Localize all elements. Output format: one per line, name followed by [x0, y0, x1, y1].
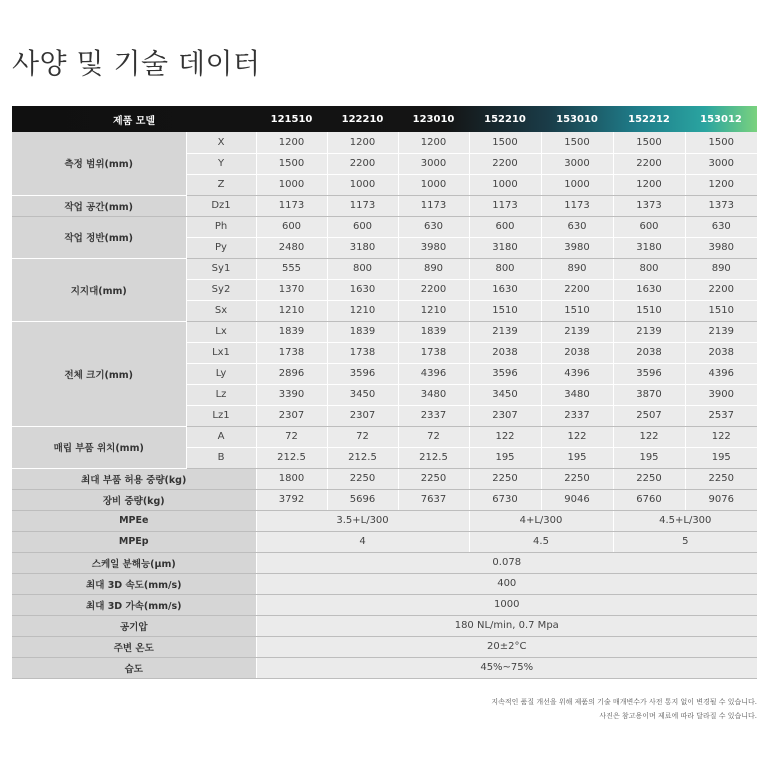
cell-value: 4396	[541, 363, 613, 384]
cell-value: 2038	[541, 342, 613, 363]
cell-value: 1200	[613, 174, 685, 195]
row-sub-label: Z	[186, 174, 256, 195]
cell-value: 2307	[469, 405, 541, 426]
table-row	[12, 657, 757, 678]
cell-value: 1200	[327, 132, 398, 153]
header-model: 122210	[341, 113, 384, 125]
row-category-label: 장비 중량(kg)	[12, 489, 256, 510]
cell-value: 2337	[541, 405, 613, 426]
cell-value: 45%~75%	[256, 657, 757, 678]
cell-value: 2250	[685, 468, 757, 489]
cell-value: 3792	[256, 489, 327, 510]
cell-value: 6730	[469, 489, 541, 510]
cell-value: 5	[613, 531, 757, 552]
cell-value: 2038	[469, 342, 541, 363]
cell-value: 3000	[685, 153, 757, 174]
row-category-label: 지지대(mm)	[12, 258, 186, 321]
row-category-label: MPEp	[12, 531, 256, 552]
cell-value: 3900	[685, 384, 757, 405]
cell-value: 1373	[613, 195, 685, 216]
cell-value: 212.5	[256, 447, 327, 468]
cell-value: 3180	[613, 237, 685, 258]
cell-value: 20±2°C	[256, 636, 757, 657]
row-sub-label: Ph	[186, 216, 256, 237]
table-row	[12, 594, 757, 615]
row-category-label: 최대 3D 가속(mm/s)	[12, 594, 256, 615]
header-row	[12, 106, 757, 132]
row-sub-label: Sy2	[186, 279, 256, 300]
cell-value: 2200	[398, 279, 469, 300]
cell-value: 1510	[685, 300, 757, 321]
cell-value: 72	[398, 426, 469, 447]
cell-value: 4.5+L/300	[613, 510, 757, 531]
header-model: 153010	[556, 113, 598, 125]
cell-value: 3596	[469, 363, 541, 384]
row-sub-label: Lx1	[186, 342, 256, 363]
row-category-label: 작업 정반(mm)	[12, 216, 186, 258]
cell-value: 4396	[685, 363, 757, 384]
cell-value: 1200	[398, 132, 469, 153]
cell-value: 630	[541, 216, 613, 237]
row-category-label: 주변 온도	[12, 636, 256, 657]
cell-value: 2038	[685, 342, 757, 363]
row-sub-label: X	[186, 132, 256, 153]
cell-value: 195	[541, 447, 613, 468]
cell-value: 1000	[256, 594, 757, 615]
cell-value: 3390	[256, 384, 327, 405]
row-category-label: 최대 부품 허용 중량(kg)	[12, 468, 256, 489]
header-model: 153012	[700, 113, 742, 125]
table-row	[12, 132, 757, 153]
header-model-label: 제품 모델	[112, 115, 156, 127]
cell-value: 2250	[469, 468, 541, 489]
cell-value: 72	[327, 426, 398, 447]
cell-value: 195	[613, 447, 685, 468]
table-row	[12, 258, 757, 279]
cell-value: 2507	[613, 405, 685, 426]
cell-value: 3000	[541, 153, 613, 174]
cell-value: 3980	[685, 237, 757, 258]
cell-value: 600	[613, 216, 685, 237]
row-sub-label: Sx	[186, 300, 256, 321]
cell-value: 4.5	[469, 531, 613, 552]
row-category-label: 작업 공간(mm)	[12, 195, 186, 216]
header-model: 152212	[628, 113, 670, 125]
cell-value: 7637	[398, 489, 469, 510]
cell-value: 1000	[469, 174, 541, 195]
cell-value: 195	[685, 447, 757, 468]
header-model: 121510	[270, 113, 313, 125]
cell-value: 2537	[685, 405, 757, 426]
cell-value: 2896	[256, 363, 327, 384]
cell-value: 1500	[685, 132, 757, 153]
cell-value: 3000	[398, 153, 469, 174]
cell-value: 9046	[541, 489, 613, 510]
cell-value: 2337	[398, 405, 469, 426]
footnote-spec-change: 지속적인 품질 개선을 위해 제품의 기술 매개변수가 사전 통지 없이 변경될 수 있습니다.	[491, 698, 757, 706]
cell-value: 1630	[327, 279, 398, 300]
cell-value: 3870	[613, 384, 685, 405]
row-sub-label: Lz1	[186, 405, 256, 426]
table-row	[12, 195, 757, 216]
table-row-mpep	[12, 531, 757, 552]
table-row	[12, 573, 757, 594]
cell-value: 1210	[256, 300, 327, 321]
cell-value: 195	[469, 447, 541, 468]
cell-value: 2200	[541, 279, 613, 300]
row-sub-label: Lz	[186, 384, 256, 405]
cell-value: 3596	[327, 363, 398, 384]
row-sub-label: Py	[186, 237, 256, 258]
cell-value: 3480	[398, 384, 469, 405]
cell-value: 3980	[398, 237, 469, 258]
table-row	[12, 468, 757, 489]
cell-value: 1500	[256, 153, 327, 174]
cell-value: 3180	[327, 237, 398, 258]
cell-value: 800	[613, 258, 685, 279]
cell-value: 2200	[613, 153, 685, 174]
cell-value: 400	[256, 573, 757, 594]
table-row	[12, 216, 757, 237]
cell-value: 122	[613, 426, 685, 447]
footnote-photo: 사진은 참고용이며 제료에 따라 달라질 수 있습니다.	[599, 712, 757, 720]
cell-value: 1500	[613, 132, 685, 153]
row-category-label: 매립 부품 위치(mm)	[12, 426, 186, 468]
cell-value: 1370	[256, 279, 327, 300]
table-row	[12, 321, 757, 342]
row-sub-label: Lx	[186, 321, 256, 342]
cell-value: 600	[327, 216, 398, 237]
cell-value: 1630	[613, 279, 685, 300]
cell-value: 800	[469, 258, 541, 279]
cell-value: 1173	[469, 195, 541, 216]
cell-value: 2038	[613, 342, 685, 363]
cell-value: 800	[327, 258, 398, 279]
cell-value: 122	[541, 426, 613, 447]
row-category-label: 전체 크기(mm)	[12, 321, 186, 426]
cell-value: 1173	[327, 195, 398, 216]
cell-value: 555	[256, 258, 327, 279]
cell-value: 890	[398, 258, 469, 279]
cell-value: 4	[256, 531, 469, 552]
row-category-label: 최대 3D 속도(mm/s)	[12, 573, 256, 594]
cell-value: 1738	[256, 342, 327, 363]
cell-value: 600	[469, 216, 541, 237]
cell-value: 2200	[685, 279, 757, 300]
row-category-label: 습도	[12, 657, 256, 678]
header-model: 123010	[412, 113, 455, 125]
table-row	[12, 615, 757, 636]
cell-value: 1738	[398, 342, 469, 363]
cell-value: 122	[469, 426, 541, 447]
cell-value: 1800	[256, 468, 327, 489]
cell-value: 2250	[398, 468, 469, 489]
cell-value: 1500	[541, 132, 613, 153]
cell-value: 2139	[469, 321, 541, 342]
row-category-label: MPEe	[12, 510, 256, 531]
cell-value: 72	[256, 426, 327, 447]
cell-value: 1200	[685, 174, 757, 195]
cell-value: 1173	[398, 195, 469, 216]
cell-value: 1000	[398, 174, 469, 195]
cell-value: 2139	[613, 321, 685, 342]
cell-value: 1510	[469, 300, 541, 321]
cell-value: 180 NL/min, 0.7 Mpa	[256, 615, 757, 636]
row-category-label: 스케일 분해능(μm)	[12, 552, 256, 573]
row-category-label: 측정 범위(mm)	[12, 132, 186, 195]
table-row-mpee	[12, 510, 757, 531]
cell-value: 2200	[327, 153, 398, 174]
cell-value: 1839	[256, 321, 327, 342]
row-sub-label: B	[186, 447, 256, 468]
cell-value: 1839	[327, 321, 398, 342]
cell-value: 1173	[256, 195, 327, 216]
cell-value: 2307	[256, 405, 327, 426]
cell-value: 630	[685, 216, 757, 237]
cell-value: 1630	[469, 279, 541, 300]
cell-value: 2250	[541, 468, 613, 489]
cell-value: 122	[685, 426, 757, 447]
row-category-label: 공기압	[12, 615, 256, 636]
cell-value: 630	[398, 216, 469, 237]
cell-value: 9076	[685, 489, 757, 510]
cell-value: 2250	[327, 468, 398, 489]
cell-value: 3596	[613, 363, 685, 384]
cell-value: 1000	[327, 174, 398, 195]
cell-value: 0.078	[256, 552, 757, 573]
cell-value: 1500	[469, 132, 541, 153]
row-sub-label: Ly	[186, 363, 256, 384]
row-sub-label: Dz1	[186, 195, 256, 216]
cell-value: 890	[541, 258, 613, 279]
spec-table	[12, 106, 757, 679]
cell-value: 600	[256, 216, 327, 237]
cell-value: 1510	[613, 300, 685, 321]
cell-value: 3180	[469, 237, 541, 258]
page-title: 사양 및 기술 데이터	[12, 47, 261, 80]
cell-value: 2139	[685, 321, 757, 342]
cell-value: 2139	[541, 321, 613, 342]
cell-value: 3480	[541, 384, 613, 405]
cell-value: 2307	[327, 405, 398, 426]
cell-value: 1200	[256, 132, 327, 153]
row-sub-label: Y	[186, 153, 256, 174]
header-model: 152210	[484, 113, 526, 125]
cell-value: 1000	[256, 174, 327, 195]
cell-value: 4396	[398, 363, 469, 384]
cell-value: 3.5+L/300	[256, 510, 469, 531]
cell-value: 2480	[256, 237, 327, 258]
cell-value: 3980	[541, 237, 613, 258]
cell-value: 212.5	[398, 447, 469, 468]
cell-value: 2250	[613, 468, 685, 489]
cell-value: 4+L/300	[469, 510, 613, 531]
table-row	[12, 636, 757, 657]
cell-value: 1839	[398, 321, 469, 342]
cell-value: 1210	[327, 300, 398, 321]
cell-value: 3450	[469, 384, 541, 405]
cell-value: 3450	[327, 384, 398, 405]
cell-value: 1173	[541, 195, 613, 216]
cell-value: 890	[685, 258, 757, 279]
cell-value: 1210	[398, 300, 469, 321]
cell-value: 1000	[541, 174, 613, 195]
table-row	[12, 489, 757, 510]
cell-value: 1510	[541, 300, 613, 321]
cell-value: 212.5	[327, 447, 398, 468]
table-row	[12, 426, 757, 447]
table-row	[12, 552, 757, 573]
cell-value: 1738	[327, 342, 398, 363]
cell-value: 2200	[469, 153, 541, 174]
cell-value: 5696	[327, 489, 398, 510]
row-sub-label: A	[186, 426, 256, 447]
row-sub-label: Sy1	[186, 258, 256, 279]
cell-value: 6760	[613, 489, 685, 510]
cell-value: 1373	[685, 195, 757, 216]
